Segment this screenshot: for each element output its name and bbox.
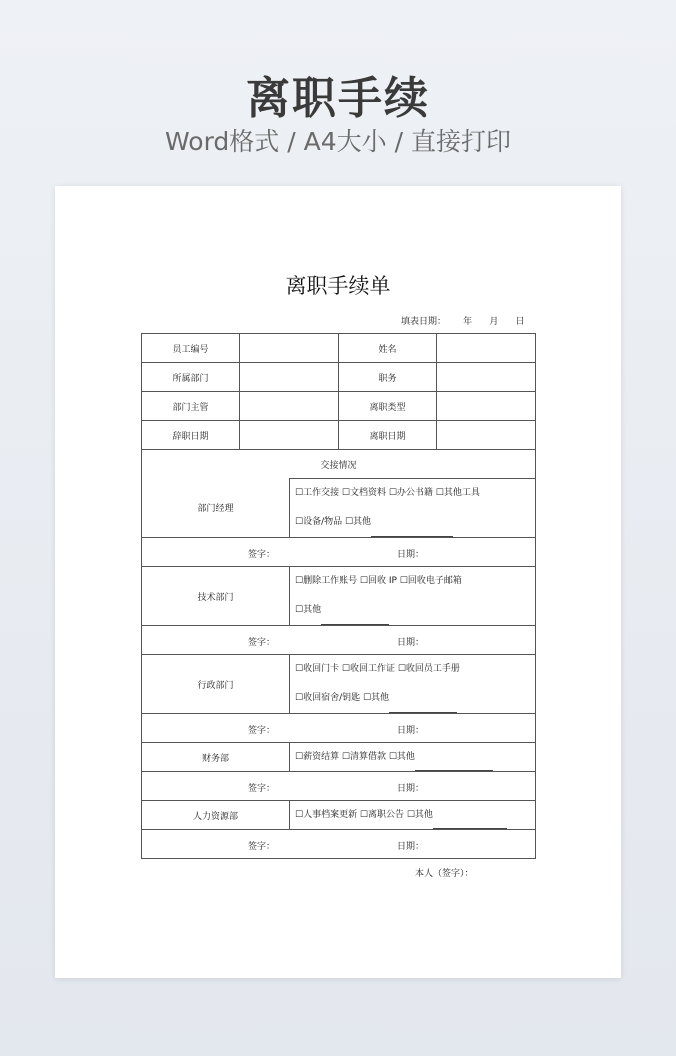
dept-options: [290, 801, 536, 830]
self-sign-label: 本人（签字）：: [415, 869, 474, 879]
info-label: 离职日期: [339, 421, 437, 450]
dept-row: [142, 743, 536, 772]
date-label: 日期：: [397, 842, 425, 852]
info-label: 职务: [339, 363, 437, 392]
banner-title: 离职手续: [246, 73, 430, 124]
date-label: 日期：: [397, 784, 425, 794]
resignation-form-table: [141, 333, 536, 859]
checkbox-line[interactable]: ☐工作交接 ☐文档资料 ☐办公书籍 ☐其他工具: [295, 488, 480, 498]
info-row: [142, 421, 536, 450]
dept-name: 行政部门: [142, 655, 290, 714]
document-page: [55, 186, 621, 978]
info-value-cell[interactable]: [240, 392, 339, 421]
sign-label: 签字：: [248, 726, 276, 736]
checkbox-line[interactable]: ☐收回门卡 ☐收回工作证 ☐收回员工手册: [295, 664, 460, 674]
sign-label: 签字：: [248, 638, 276, 648]
info-row: [142, 334, 536, 363]
sign-label: 签字：: [248, 550, 276, 560]
sign-row: [142, 626, 536, 655]
dept-row: [142, 479, 536, 538]
banner-subtitle: Word格式 / A4大小 / 直接打印: [165, 127, 511, 156]
date-label: 日期：: [397, 550, 425, 560]
checkbox-line[interactable]: ☐薪资结算 ☐清算借款 ☐其他: [295, 743, 535, 771]
info-label: 部门主管: [142, 392, 240, 421]
document-title: 离职手续单: [285, 274, 391, 298]
sign-row: [142, 714, 536, 743]
info-label: 离职类型: [339, 392, 437, 421]
info-value-cell[interactable]: [240, 363, 339, 392]
handover-header: 交接情况: [142, 450, 536, 479]
info-row: [142, 363, 536, 392]
dept-name: 财务部: [142, 743, 290, 772]
date-label: 日期：: [397, 638, 425, 648]
info-label: 姓名: [339, 334, 437, 363]
info-value-cell[interactable]: [240, 334, 339, 363]
checkbox-line[interactable]: ☐人事档案更新 ☐离职公告 ☐其他: [295, 801, 535, 829]
dept-row: [142, 567, 536, 626]
info-label: 所属部门: [142, 363, 240, 392]
sign-row: [142, 772, 536, 801]
sign-row: [142, 830, 536, 859]
dept-options: [290, 479, 536, 538]
dept-name: 人力资源部: [142, 801, 290, 830]
dept-row: [142, 801, 536, 830]
checkbox-line[interactable]: ☐收回宿舍/钥匙 ☐其他: [295, 684, 535, 713]
info-value-cell[interactable]: [437, 421, 536, 450]
dept-options: [290, 655, 536, 714]
dept-options: [290, 743, 536, 772]
sign-row: [142, 538, 536, 567]
info-row: [142, 392, 536, 421]
dept-name: 部门经理: [142, 479, 290, 538]
checkbox-line[interactable]: ☐设备/物品 ☐其他: [295, 508, 535, 537]
fill-date-label: 填表日期： 年 月 日: [401, 317, 525, 327]
info-value-cell[interactable]: [437, 334, 536, 363]
info-label: 员工编号: [142, 334, 240, 363]
dept-row: [142, 655, 536, 714]
info-label: 辞职日期: [142, 421, 240, 450]
sign-label: 签字：: [248, 842, 276, 852]
checkbox-line[interactable]: ☐其他: [295, 596, 535, 625]
sign-label: 签字：: [248, 784, 276, 794]
dept-options: [290, 567, 536, 626]
info-value-cell[interactable]: [437, 363, 536, 392]
date-label: 日期：: [397, 726, 425, 736]
info-value-cell[interactable]: [437, 392, 536, 421]
info-value-cell[interactable]: [240, 421, 339, 450]
dept-name: 技术部门: [142, 567, 290, 626]
checkbox-line[interactable]: ☐删除工作账号 ☐回收 IP ☐回收电子邮箱: [295, 576, 462, 586]
